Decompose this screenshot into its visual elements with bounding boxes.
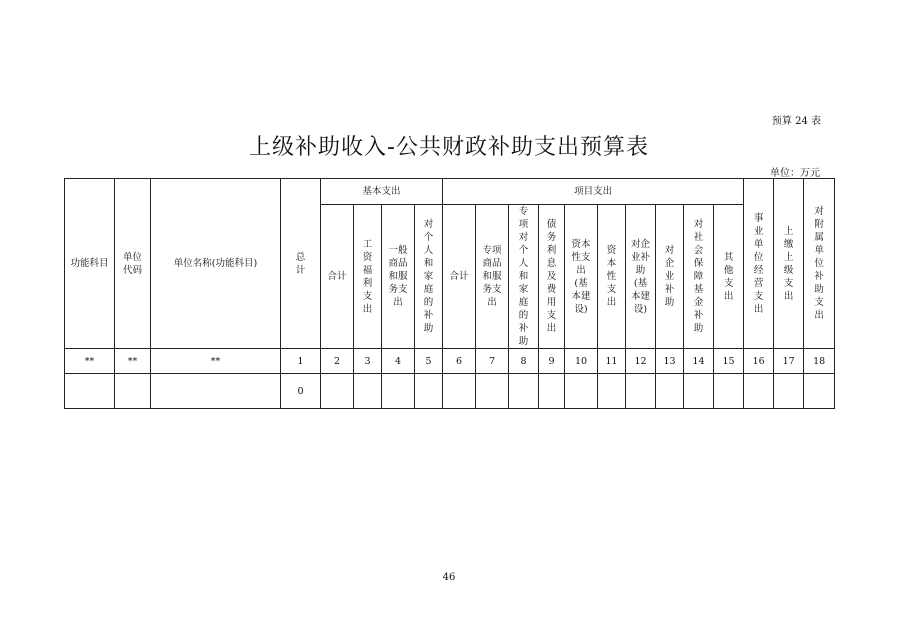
header-func-subject: 功能科目 [65, 179, 115, 349]
index-cell: ** [65, 349, 115, 374]
header-project-9: 对社会保障基金补助 [684, 205, 714, 349]
header-tail-2: 上缴上级支出 [774, 179, 804, 349]
budget-table [64, 178, 835, 409]
data-cell [684, 374, 714, 409]
index-cell: 10 [565, 349, 598, 374]
data-cell [714, 374, 744, 409]
table-number: 预算 24 表 [771, 116, 821, 127]
data-cell [509, 374, 539, 409]
index-cell: 17 [774, 349, 804, 374]
page-title: 上级补助收入-公共财政补助支出预算表 [249, 135, 649, 160]
header-unit-name: 单位名称(功能科目) [151, 179, 281, 349]
data-cell [115, 374, 151, 409]
header-project-3: 专项对个人和家庭的补助 [509, 205, 539, 349]
index-cell: 8 [509, 349, 539, 374]
page-number: 46 [442, 572, 456, 583]
header-basic-3: 一般商品和服务支出 [382, 205, 415, 349]
data-cell [443, 374, 476, 409]
data-cell [804, 374, 835, 409]
index-row [65, 349, 835, 374]
header-total: 总计 [281, 179, 321, 349]
data-cell [382, 374, 415, 409]
index-cell: 1 [281, 349, 321, 374]
index-cell: 12 [626, 349, 656, 374]
data-cell [65, 374, 115, 409]
index-cell: 14 [684, 349, 714, 374]
header-project-2: 专项商品和服务支出 [476, 205, 509, 349]
data-cell [151, 374, 281, 409]
header-project-7: 对企业补助(基本建设) [626, 205, 656, 349]
data-cell [565, 374, 598, 409]
header-project-group: 项目支出 [443, 179, 744, 205]
data-cell [656, 374, 684, 409]
data-cell [598, 374, 626, 409]
header-tail-1: 事业单位经营支出 [744, 179, 774, 349]
data-cell [744, 374, 774, 409]
data-cell [321, 374, 354, 409]
data-cell [415, 374, 443, 409]
index-cell: 3 [354, 349, 382, 374]
data-cell [626, 374, 656, 409]
index-cell: 18 [804, 349, 835, 374]
index-cell: 15 [714, 349, 744, 374]
index-cell: 9 [539, 349, 565, 374]
header-basic-group: 基本支出 [321, 179, 443, 205]
data-row [65, 374, 835, 409]
data-cell [539, 374, 565, 409]
unit-label: 单位：万元 [770, 168, 820, 179]
index-cell: 11 [598, 349, 626, 374]
header-tail-3: 对附属单位补助支出 [804, 179, 835, 349]
index-cell: ** [115, 349, 151, 374]
index-cell: 16 [744, 349, 774, 374]
header-project-8: 对企业补助 [656, 205, 684, 349]
header-project-4: 债务利息及费用支出 [539, 205, 565, 349]
header-basic-2: 工资福利支出 [354, 205, 382, 349]
header-basic-1: 合计 [321, 205, 354, 349]
header-project-1: 合计 [443, 205, 476, 349]
header-project-5: 资本性支出(基本建设) [565, 205, 598, 349]
header-unit-code: 单位代码 [115, 179, 151, 349]
index-cell: 13 [656, 349, 684, 374]
data-cell [774, 374, 804, 409]
header-project-6: 资本性支出 [598, 205, 626, 349]
index-cell: 5 [415, 349, 443, 374]
data-cell [354, 374, 382, 409]
index-cell: 4 [382, 349, 415, 374]
index-cell: ** [151, 349, 281, 374]
index-cell: 7 [476, 349, 509, 374]
header-project-10: 其他支出 [714, 205, 744, 349]
index-cell: 6 [443, 349, 476, 374]
header-basic-4: 对个人和家庭的补助 [415, 205, 443, 349]
data-cell [476, 374, 509, 409]
data-cell: 0 [281, 374, 321, 409]
index-cell: 2 [321, 349, 354, 374]
